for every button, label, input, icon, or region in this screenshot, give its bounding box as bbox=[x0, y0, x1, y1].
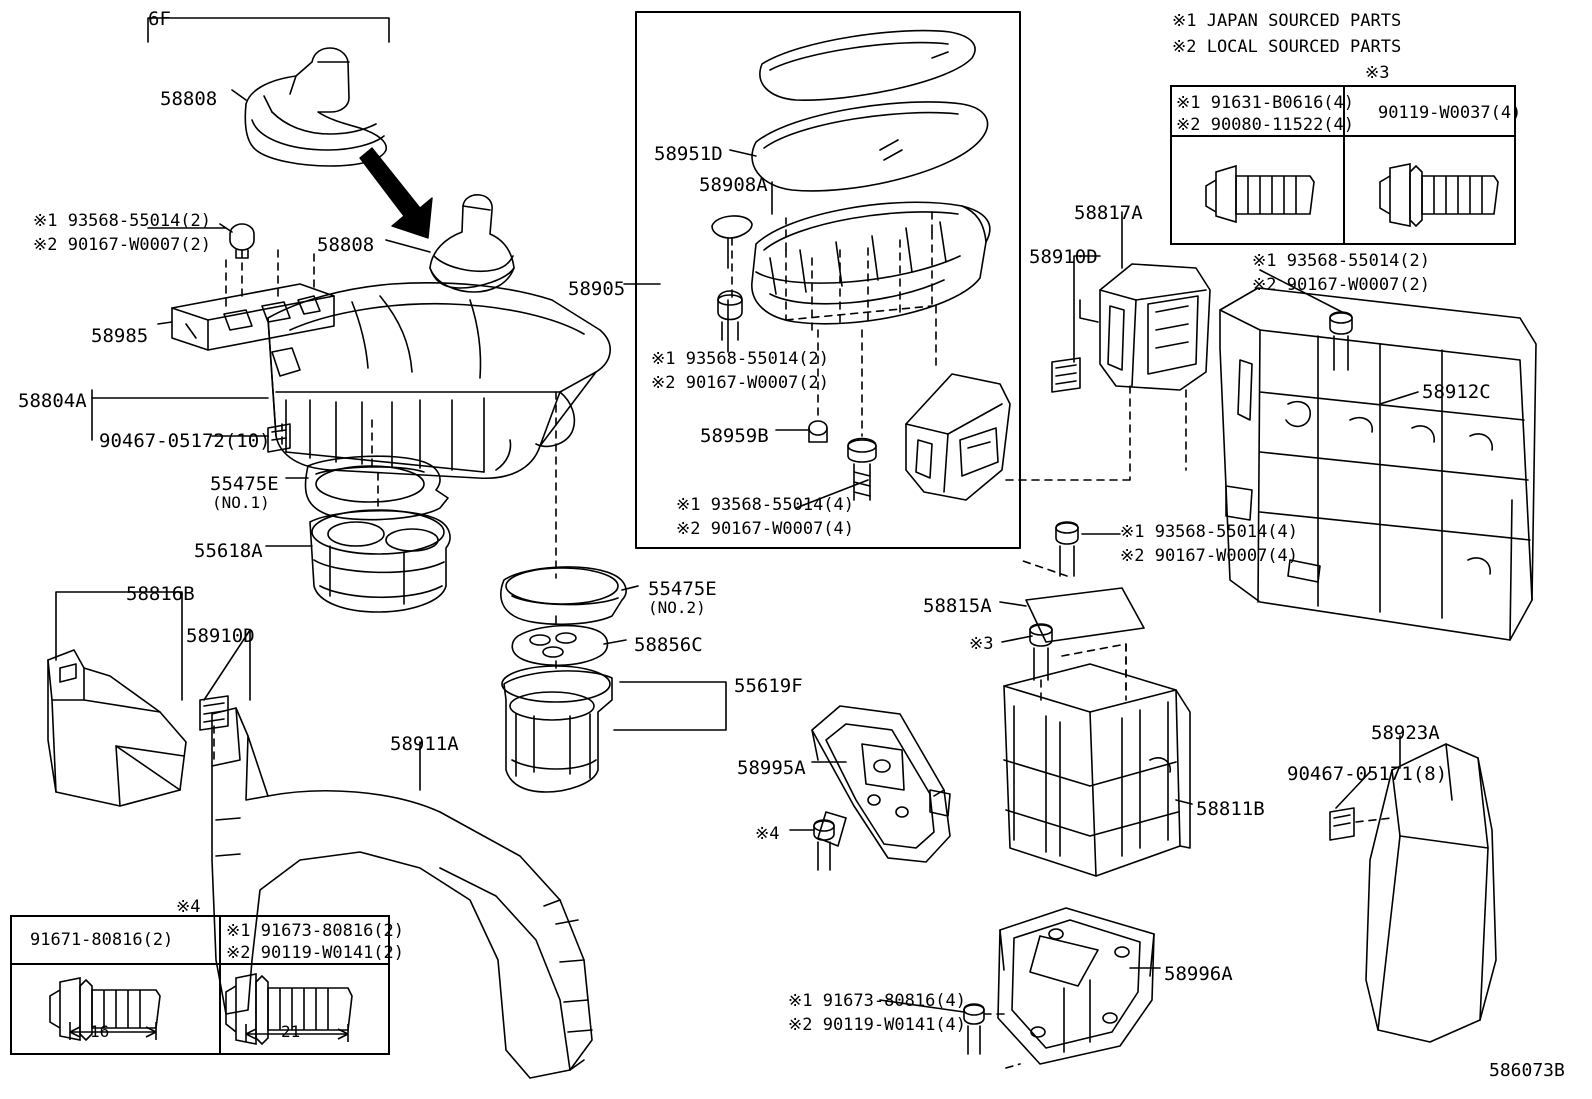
part-label-58856C: 58856C bbox=[634, 634, 703, 656]
sourcing-note-1: ※1 JAPAN SOURCED PARTS bbox=[1172, 11, 1402, 31]
table-star3-cell2-line1: 90119-W0037(4) bbox=[1378, 103, 1522, 123]
table-star4-col-divider bbox=[219, 915, 221, 1055]
part-label-58995A: 58995A bbox=[737, 757, 806, 779]
callout-left-top-line1: ※1 93568-55014(2) bbox=[33, 211, 212, 231]
dimension-21: 21 bbox=[281, 1022, 301, 1041]
part-label-58817A: 58817A bbox=[1074, 202, 1143, 224]
part-label-58996A: 58996A bbox=[1164, 963, 1233, 985]
callout-right1-line1: ※1 93568-55014(4) bbox=[1120, 522, 1299, 542]
bolt-icon-91631-B0616 bbox=[1206, 166, 1314, 222]
table-star4-cell2-line2: ※2 90119-W0141(2) bbox=[226, 943, 405, 963]
part-label-55619F: 55619F bbox=[734, 675, 803, 697]
part-label-55475E-no2: 55475E bbox=[648, 578, 717, 600]
bolt-icon-90119-W0037 bbox=[1380, 164, 1498, 226]
part-label-58910D-left: 58910D bbox=[186, 625, 255, 647]
part-label-58804A: 58804A bbox=[18, 390, 87, 412]
part-label-55475E-no2-suffix: (NO.2) bbox=[648, 598, 706, 617]
callout-right2-line1: ※1 93568-55014(2) bbox=[1252, 251, 1431, 271]
part-label-58912C: 58912C bbox=[1422, 381, 1491, 403]
callout-center2-line1: ※1 93568-55014(4) bbox=[676, 495, 855, 515]
table-star3-cell1-line1: ※1 91631-B0616(4) bbox=[1176, 93, 1355, 113]
part-label-55475E-no1: 55475E bbox=[210, 473, 279, 495]
callout-left-top-line2: ※2 90167-W0007(2) bbox=[33, 235, 212, 255]
part-label-58908A: 58908A bbox=[699, 174, 768, 196]
part-label-58923A: 58923A bbox=[1371, 722, 1440, 744]
part-label-90467-05171: 90467-05171(8) bbox=[1287, 763, 1448, 785]
part-label-58815A: 58815A bbox=[923, 595, 992, 617]
callout-star4-bolt: ※4 bbox=[755, 824, 780, 844]
table-star4-title: ※4 bbox=[176, 897, 201, 917]
part-label-90467-05172: 90467-05172(10) bbox=[99, 430, 271, 452]
part-label-55475E-no1-suffix: (NO.1) bbox=[212, 493, 270, 512]
callout-bottom1-line2: ※2 90119-W0141(4) bbox=[788, 1015, 967, 1035]
part-label-58959B: 58959B bbox=[700, 425, 769, 447]
callout-center1-line2: ※2 90167-W0007(2) bbox=[651, 373, 830, 393]
part-label-58911A: 58911A bbox=[390, 733, 459, 755]
figure-number: 586073B bbox=[1489, 1060, 1565, 1081]
table-star4-cell2-line1: ※1 91673-80816(2) bbox=[226, 921, 405, 941]
part-label-58905: 58905 bbox=[568, 278, 626, 300]
part-label-58808-top: 58808 bbox=[160, 88, 218, 110]
part-label-58951D: 58951D bbox=[654, 143, 723, 165]
callout-bottom1-line1: ※1 91673-80816(4) bbox=[788, 991, 967, 1011]
part-label-58910D-right: 58910D bbox=[1029, 246, 1098, 268]
sourcing-note-2: ※2 LOCAL SOURCED PARTS bbox=[1172, 37, 1402, 57]
part-label-58816B: 58816B bbox=[126, 583, 195, 605]
part-label-58811B: 58811B bbox=[1196, 798, 1265, 820]
callout-right1-line2: ※2 90167-W0007(4) bbox=[1120, 546, 1299, 566]
dimension-16: 16 bbox=[90, 1022, 110, 1041]
part-label-58808-lower: 58808 bbox=[317, 234, 375, 256]
part-label-55618A: 55618A bbox=[194, 540, 263, 562]
callout-right2-line2: ※2 90167-W0007(2) bbox=[1252, 275, 1431, 295]
table-star3-cell1-line2: ※2 90080-11522(4) bbox=[1176, 115, 1355, 135]
callout-star3-bolt: ※3 bbox=[969, 634, 994, 654]
section-label-6f: 6F bbox=[148, 8, 171, 30]
part-label-58985: 58985 bbox=[91, 325, 149, 347]
table-star3-title: ※3 bbox=[1365, 63, 1390, 83]
callout-center1-line1: ※1 93568-55014(2) bbox=[651, 349, 830, 369]
table-star4-cell1-line1: 91671-80816(2) bbox=[30, 930, 174, 950]
callout-center2-line2: ※2 90167-W0007(4) bbox=[676, 519, 855, 539]
